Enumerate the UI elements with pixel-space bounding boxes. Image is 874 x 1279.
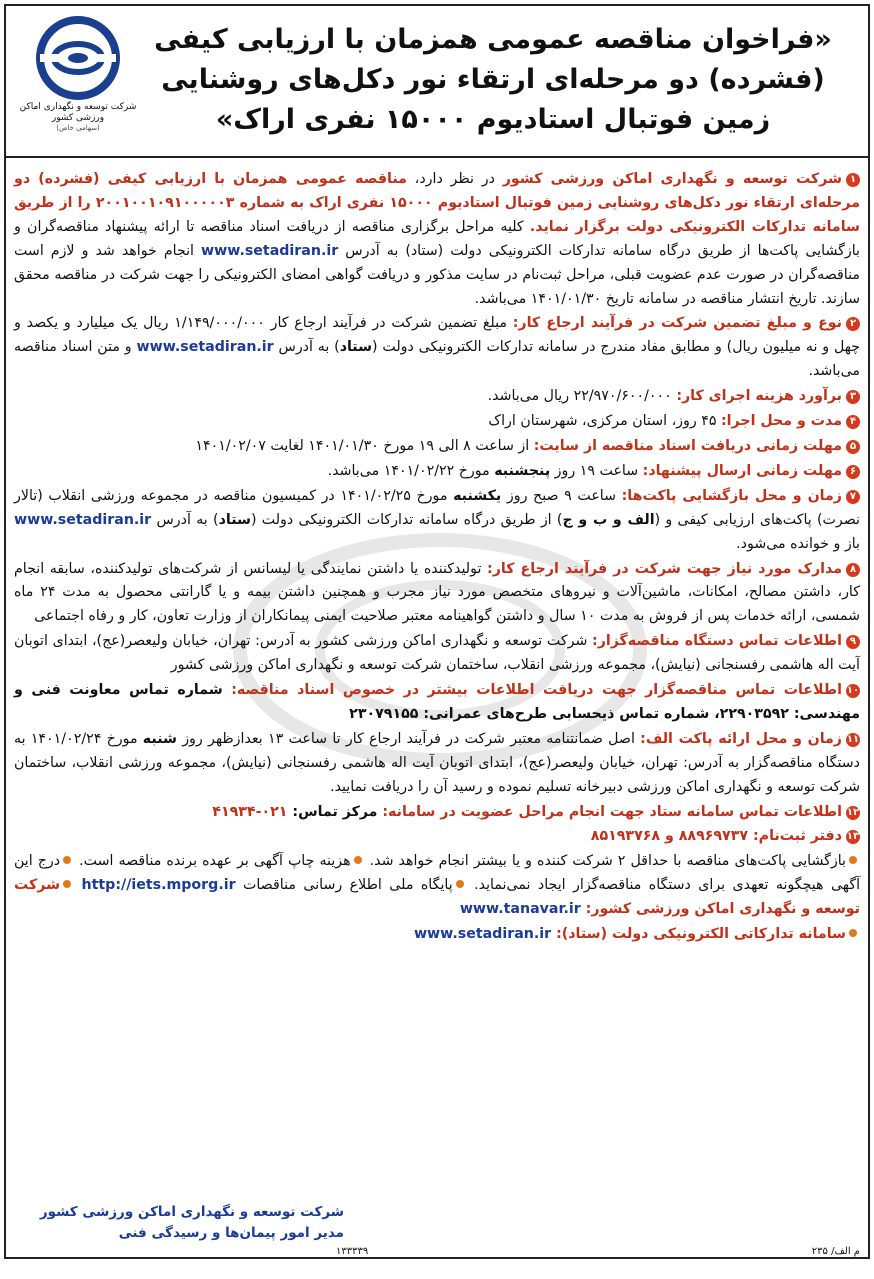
clause-5: [14, 435, 860, 459]
setad-note: [360, 923, 860, 947]
clause-lead: زمان و محل بازگشایی پاکت‌ها:: [621, 487, 842, 504]
note-text: پایگاه ملی اطلاع رسانی مناقصات: [235, 877, 453, 894]
clause-text: ) از طریق درگاه سامانه تدارکات الکترونیکی دولت (: [250, 511, 563, 528]
clause-lead: مهلت زمانی ارسال پیشنهاد:: [642, 462, 842, 479]
setad-link[interactable]: www.setadiran.ir: [136, 339, 274, 356]
clause-12: [14, 801, 860, 825]
clause-lead: نوع و مبلغ تضمین شرکت در فرآیند ارجاع کار:: [512, 315, 842, 332]
clause-lead: دفتر ثبت‌نام:: [753, 828, 842, 845]
bullet-icon: [354, 856, 362, 864]
company-logo: [18, 16, 138, 136]
note-text: شرکت توسعه و نگهداری اماکن ورزشی کشور:: [14, 877, 860, 918]
clause-11: [14, 728, 860, 800]
registration-numbers: ۸۸۹۶۹۷۳۷ و ۸۵۱۹۳۷۶۸: [590, 828, 753, 845]
clause-text: مورخ ۱۴۰۱/۰۲/۲۵ در کمیسیون مناقصه در مجموعه ورزشی انقلاب (تالار نصرت) پاکت‌های ارزیابی کیفی و (: [14, 487, 860, 528]
clause-text: مورخ ۱۴۰۱/۰۲/۲۴ به دستگاه مناقصه‌گزار به آدرس: تهران، خیابان ولیعصر(عج)، ابتدای اتوبان آیت اله هاشمی رفسنجانی (نیایش)، مجموعه ورزشی انقلاب، ساختمان شرکت توسعه و نگهداری اماکن ورزشی دبیرخانه تسلیم نموده و رسید آن را دریافت نمایید.: [14, 730, 860, 795]
clause-text: ساعت ۱۹ روز: [550, 462, 643, 479]
title-line: (فشرده) دو مرحله‌ای ارتقاء نور دکل‌های روشنایی: [161, 64, 825, 95]
clause-highlight: مناقصه عمومی همزمان با ارزیابی کیفی (فشرده) دو مرحله‌ای ارتقاء نور دکل‌های روشنایی زمین فوتبال استادیوم ۱۵۰۰۰ نفری اراک به شماره ۲۰۰۱۰۰۱۰۹۱۰۰۰۰۰۳ را از طریق سامانه تدارکات الکترونیکی دولت برگزار نماید.: [14, 171, 861, 235]
clause-text: در نظر دارد،: [406, 171, 503, 187]
clause-text: باز و خوانده می‌شود.: [736, 535, 860, 552]
clause-lead: زمان و محل ارائه پاکت الف:: [640, 730, 842, 747]
clause-lead: شرکت توسعه و نگهداری اماکن ورزشی کشور: [502, 171, 842, 187]
clause-number: ۵: [846, 440, 860, 454]
clause-text: و متن اسناد مناقصه می‌باشد.: [14, 339, 860, 380]
note-text: سامانه تدارکاتی الکترونیکی دولت (ستاد):: [551, 926, 846, 943]
clause-4: [14, 410, 860, 434]
clause-text: ساعت ۹ صبح روز: [501, 487, 622, 504]
setad-link[interactable]: www.setadiran.ir: [14, 511, 152, 528]
clause-bold: ستاد: [218, 511, 251, 528]
clause-bold: ستاد: [339, 339, 373, 356]
clause-3: [14, 385, 860, 409]
clause-2: [14, 312, 860, 384]
clause-lead: اطلاعات تماس دستگاه مناقصه‌گزار:: [592, 633, 842, 650]
clause-number: ۱: [846, 173, 860, 187]
clause-number: ۷: [846, 490, 860, 504]
clause-bold: مرکز تماس:: [287, 803, 383, 820]
clause-number: ۲: [846, 317, 860, 331]
clause-1: [14, 168, 860, 311]
clause-number: ۶: [846, 465, 860, 479]
clause-text: از ساعت ۸ الی ۱۹ مورخ ۱۴۰۱/۰۱/۳۰ لغایت ۱۴۰۱/۰۲/۰۷: [195, 437, 534, 454]
notice-serial: ۱۳۳۳۳۹: [336, 1246, 369, 1257]
clause-text: شرکت توسعه و نگهداری اماکن ورزشی کشور به آدرس: تهران، خیابان ولیعصر(عج)، ابتدای اتوبان آیت اله هاشمی رفسنجانی (نیایش)، مجموعه ورزشی انقلاب، ساختمان شرکت توسعه و نگهداری اماکن ورزشی کشور: [14, 633, 860, 674]
clause-text: مبلغ تضمین شرکت در فرآیند ارجاع کار ۱/۱۴۹/۰۰۰/۰۰۰ ریال یک میلیارد و یکصد و چهل و نه میلیون ریال) و مطابق مفاد مندرج در سامانه تدارکات الکترونیکی دولت (: [14, 315, 860, 356]
clause-bold: الف و ب و ج: [562, 511, 655, 528]
bullet-icon: [849, 929, 857, 937]
clause-6: [14, 460, 860, 484]
clause-text: ۴۵ روز، استان مرکزی، شهرستان اراک: [488, 413, 721, 430]
notice-title: [138, 20, 848, 140]
clause-bold: شماره تماس معاونت فنی و مهندسی: ۲۲۹۰۳۵۹۲، شماره تماس ذیحسابی طرح‌های عمرانی: ۲۳۰۷۹۱۵۵: [14, 682, 860, 722]
clause-lead: مدت و محل اجرا:: [721, 413, 842, 430]
footer-bar: [6, 1244, 868, 1259]
title-line: زمین فوتبال استادیوم ۱۵۰۰۰ نفری اراک»: [215, 104, 771, 135]
bullet-icon: [63, 880, 71, 888]
clause-lead: مدارک مورد نیاز جهت شرکت در فرآیند ارجاع کار:: [487, 560, 843, 577]
clause-7: [14, 485, 860, 557]
clause-number: ۹: [846, 635, 860, 649]
clause-number: ۱۰: [846, 685, 860, 697]
clause-text: ) به آدرس: [151, 511, 219, 528]
clause-number: ۱۳: [846, 831, 860, 843]
notice-header: [6, 6, 868, 158]
notice-body: [14, 168, 860, 1208]
clause-bold: شنبه: [142, 730, 177, 747]
note-text: هزینه چاپ آگهی بر عهده برنده مناقصه است.: [79, 853, 351, 870]
clause-number: ۸: [846, 563, 860, 577]
signature-title: مدیر امور پیمان‌ها و رسیدگی فنی: [118, 1225, 344, 1241]
clause-text: انجام خواهد شد و لازم است مناقصه‌گران در صورت عدم عضویت قبلی، مراحل ثبت‌نام در سایت مذکور و دریافت گواهی امضای الکترونیکی را جهت شرکت در مناقصه محقق سازند. تاریخ انتشار مناقصه در سامانه تاریخ ۱۴۰۱/۰۱/۳۰ می‌باشد.: [14, 242, 860, 307]
signature-company: شرکت توسعه و نگهداری اماکن ورزشی کشور: [39, 1204, 344, 1220]
clause-number: ۳: [846, 390, 860, 404]
clause-8: [14, 558, 860, 630]
bullet-icon: [849, 856, 857, 864]
clause-text: کلیه مراحل برگزاری مناقصه از دریافت اسناد مناقصه تا ارائه پیشنهاد مناقصه‌گران و بازگشایی پاکت‌ها از طریق درگاه سامانه تدارکات الکترونیکی دولت (ستاد) به آدرس: [14, 218, 861, 259]
logo-caption: شرکت توسعه و نگهداری اماکن ورزشی کشور: [19, 102, 137, 123]
clause-bold: پنجشنبه: [494, 462, 551, 479]
clause-text: اصل ضمانتنامه معتبر شرکت در فرآیند ارجاع کار تا ساعت ۱۳ بعدازظهر روز: [176, 730, 641, 747]
clause-number: ۴: [846, 415, 860, 429]
clause-lead: برآورد هزینه اجرای کار:: [676, 388, 842, 405]
clause-lead: مهلت زمانی دریافت اسناد مناقصه از سایت:: [533, 437, 842, 454]
setad-link[interactable]: www.setadiran.ir: [201, 242, 339, 259]
setad-link[interactable]: www.setadiran.ir: [413, 926, 552, 943]
title-line: «فراخوان مناقصه عمومی همزمان با ارزیابی کیفی: [154, 24, 832, 55]
clause-text: تولیدکننده یا داشتن نمایندگی یا لیسانس از شرکت‌های تولیدکننده، سابقه انجام کار، داشتن مصالح، امکانات، ماشین‌آلات و نیروهای متخصص مورد نیاز مجرب و همچنین داشتن بیمه و یا گارانتی محصول به مدت ۲۴ ماه شمسی، ارائه خدمات پس از فروش به مدت ۱۰ سال و داشتن گواهینامه معتبر صلاحیت ایمنی پیمانکاران از وزارت تعاون، کار و رفاه اجتماعی: [14, 560, 860, 625]
bullet-icon: [456, 880, 464, 888]
clause-lead: اطلاعات تماس مناقصه‌گزار جهت دریافت اطلاعات بیشتر در خصوص اسناد مناقصه:: [231, 682, 842, 699]
logo-emblem-icon: [36, 16, 120, 100]
note-text: بازگشایی پاکت‌های مناقصه با حداقل ۲ شرکت کننده و یا بیشتر انجام خواهد شد.: [369, 853, 846, 870]
clause-text: ) به آدرس: [273, 339, 340, 356]
clause-lead: اطلاعات تماس سامانه ستاد جهت انجام مراحل عضویت در سامانه:: [382, 803, 842, 820]
clause-text: ۲۲/۹۷۰/۶۰۰/۰۰۰ ریال می‌باشد.: [487, 388, 677, 405]
logo-subcaption: (سهامی خاص): [56, 124, 100, 132]
notes: [14, 850, 860, 922]
clause-9: [14, 630, 860, 678]
clause-number: ۱۱: [846, 733, 860, 745]
clause-text: مورخ ۱۴۰۱/۰۲/۲۲ می‌باشد.: [327, 462, 495, 479]
call-center-number: ۰۲۱-۴۱۹۳۴: [212, 803, 288, 820]
signature-block: [14, 1202, 344, 1244]
iets-link[interactable]: http://iets.mporg.ir: [81, 877, 236, 894]
clause-10: [14, 679, 860, 727]
clause-number: ۱۲: [846, 806, 860, 818]
notice-code: م الف/ ۲۳۵: [811, 1246, 860, 1257]
note-text: درج این آگهی هیچگونه تعهدی برای دستگاه مناقصه‌گزار ایجاد نمی‌نماید.: [14, 853, 861, 894]
tanavar-link[interactable]: www.tanavar.ir: [459, 901, 581, 918]
clause-13: [14, 825, 860, 849]
bullet-icon: [63, 856, 71, 864]
clause-bold: یکشنبه: [453, 487, 502, 504]
